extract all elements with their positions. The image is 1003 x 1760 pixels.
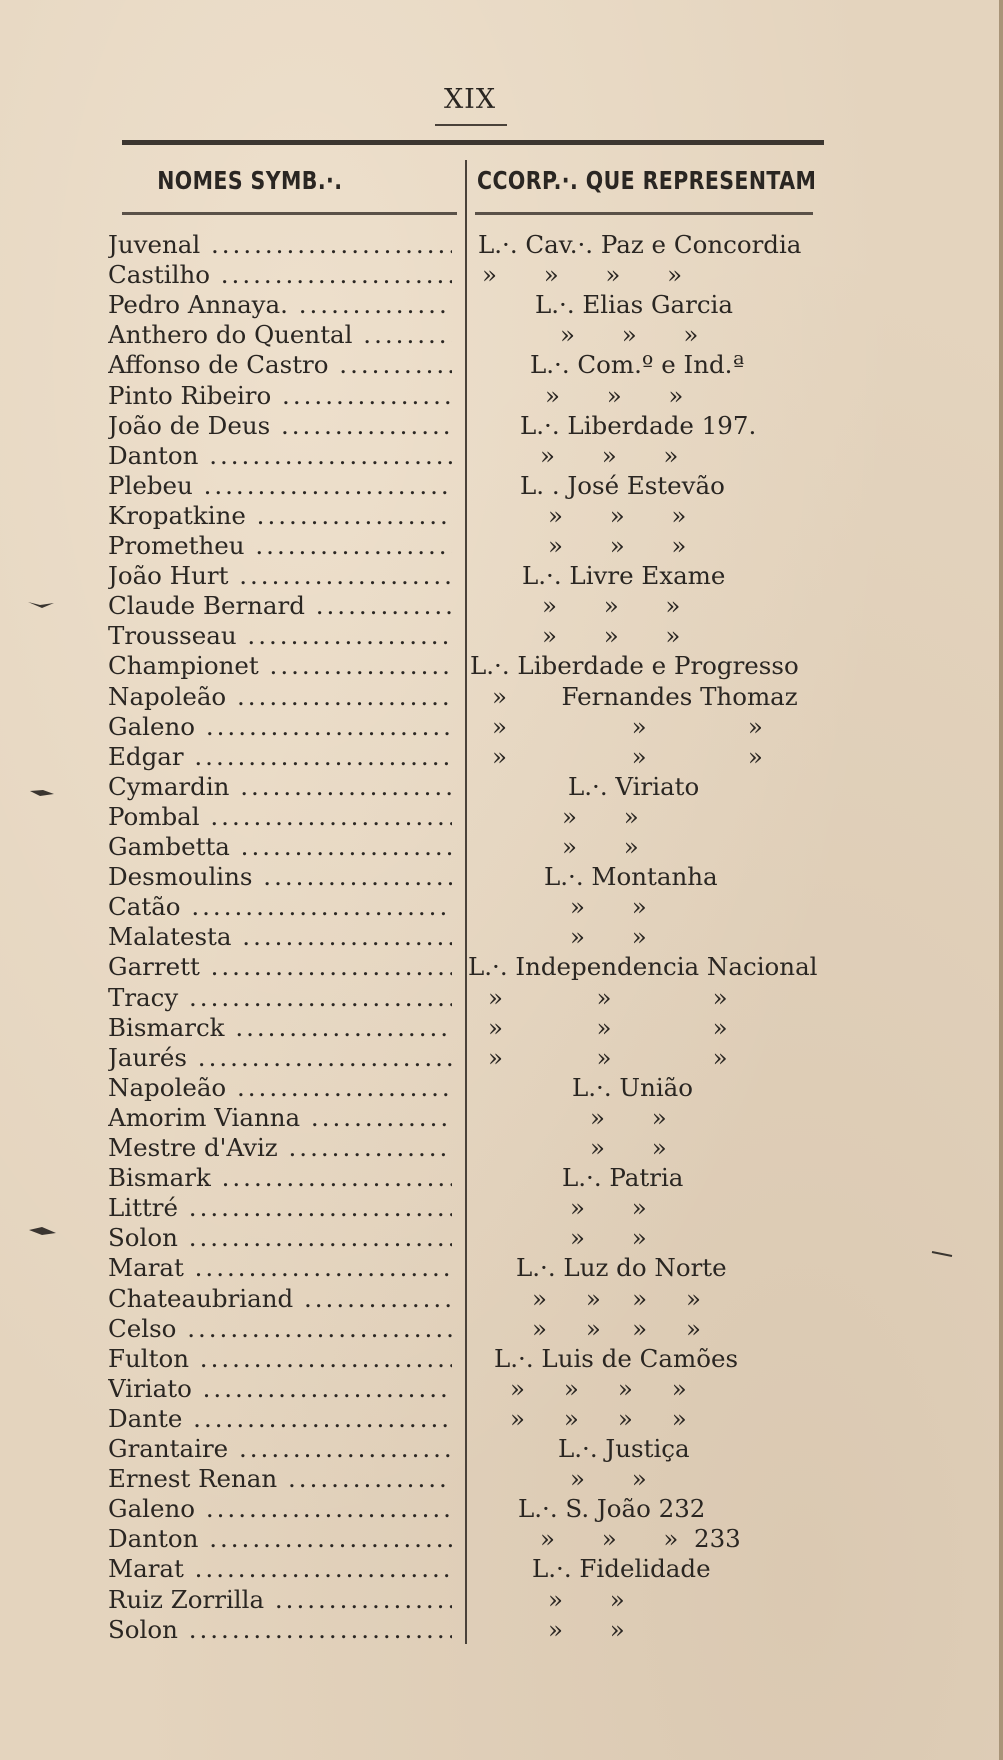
lodge-name: » » » xyxy=(540,440,679,470)
lodge-name: » » xyxy=(570,1464,647,1494)
header-bottom-rule-left xyxy=(122,212,457,215)
list-row xyxy=(0,1073,1003,1103)
symbolic-name: Galeno ..... xyxy=(108,1494,452,1524)
list-row xyxy=(0,1344,1003,1374)
lodge-name: » » xyxy=(570,1193,647,1223)
lodge-name: L.·. Livre Exame xyxy=(522,561,726,591)
list-row xyxy=(0,561,1003,591)
list-row xyxy=(0,1013,1003,1043)
symbolic-name: Championet ..... xyxy=(108,651,452,681)
lodge-name: » » » » xyxy=(482,260,683,290)
symbolic-name: Celso ..... xyxy=(108,1314,452,1344)
list-row xyxy=(0,1615,1003,1645)
lodge-name: L.·. Patria xyxy=(562,1163,684,1193)
list-row xyxy=(0,772,1003,802)
column-header-names: NOMES SYMB.·. xyxy=(157,166,343,195)
lodge-name: » » » xyxy=(492,711,763,741)
list-row xyxy=(0,591,1003,621)
list-row xyxy=(0,441,1003,471)
list-row xyxy=(0,712,1003,742)
symbolic-name: Bismark ..... xyxy=(108,1163,452,1193)
symbolic-name: João de Deus ..... xyxy=(108,411,452,441)
lodge-name: » » xyxy=(570,922,647,952)
lodge-name: » » » » xyxy=(510,1403,687,1433)
lodge-name: » » xyxy=(590,1102,667,1132)
symbolic-name: Prometheu ..... xyxy=(108,531,452,561)
lodge-name: » » xyxy=(570,892,647,922)
lodge-name: L. . José Estevão xyxy=(520,470,725,500)
lodge-name: » » » xyxy=(542,621,681,651)
symbolic-name: Mestre d'Aviz ..... xyxy=(108,1133,452,1163)
symbolic-name: Ernest Renan ..... xyxy=(108,1464,452,1494)
list-row xyxy=(0,411,1003,441)
lodge-name: L.·. União xyxy=(572,1072,694,1102)
lodge-name: » » » xyxy=(548,500,687,530)
lodge-name: L.·. Justiça xyxy=(558,1434,690,1463)
symbolic-name: Grantaire ..... xyxy=(108,1434,452,1464)
symbolic-name: Pombal ..... xyxy=(108,802,452,832)
symbolic-name: Napoleão ..... xyxy=(108,1073,452,1103)
lodge-name: » » » » xyxy=(532,1283,701,1313)
symbolic-name: Amorim Vianna ..... xyxy=(108,1103,452,1133)
symbolic-name: Marat ..... xyxy=(108,1554,452,1584)
symbolic-name: Juvenal ..... xyxy=(108,230,452,260)
list-row xyxy=(0,802,1003,832)
page-number-underline xyxy=(435,124,507,126)
list-row xyxy=(0,983,1003,1013)
symbolic-name: Solon ..... xyxy=(108,1615,452,1645)
list-row xyxy=(0,1554,1003,1584)
list-row xyxy=(0,1284,1003,1314)
lodge-name: L.·. Liberdade 197. xyxy=(520,410,757,440)
symbolic-name: Pedro Annaya. ..... xyxy=(108,290,452,320)
list-row xyxy=(0,230,1003,260)
lodge-name: L.·. Liberdade e Progresso xyxy=(470,651,799,681)
list-row xyxy=(0,862,1003,892)
lodge-name: L.·. Com.º e Ind.ª xyxy=(530,350,745,380)
list-row xyxy=(0,1223,1003,1253)
lodge-name: » » xyxy=(562,801,639,831)
symbolic-name: Chateaubriand ..... xyxy=(108,1284,452,1314)
lodge-name: L.·. Fidelidade xyxy=(532,1554,711,1584)
symbolic-name: Anthero do Quental ..... xyxy=(108,320,452,350)
symbolic-name: Fulton ..... xyxy=(108,1344,452,1374)
lodge-name: » » » » xyxy=(510,1373,687,1403)
lodge-name: » » » xyxy=(488,1042,728,1072)
lodge-name: L.·. Independencia Nacional xyxy=(468,952,818,982)
lodge-name: » » » xyxy=(548,531,687,560)
list-row xyxy=(0,1103,1003,1133)
list-row xyxy=(0,531,1003,561)
symbolic-name: Bismarck ..... xyxy=(108,1013,452,1043)
symbolic-name: Malatesta ..... xyxy=(108,922,452,952)
list-row xyxy=(0,350,1003,380)
symbolic-name: Desmoulins ..... xyxy=(108,862,452,892)
symbolic-name: Ruiz Zorrilla ..... xyxy=(108,1585,452,1615)
symbolic-name: Danton ..... xyxy=(108,441,452,471)
list-row xyxy=(0,260,1003,290)
list-row xyxy=(0,1464,1003,1494)
list-row xyxy=(0,501,1003,531)
list-row xyxy=(0,832,1003,862)
column-header-lodges: CCORP.·. QUE REPRESENTAM xyxy=(477,166,817,195)
header-top-rule xyxy=(122,140,824,145)
lodge-name: » » » xyxy=(488,982,728,1012)
list-row xyxy=(0,1374,1003,1404)
symbolic-name: Tracy ..... xyxy=(108,983,452,1013)
list-row xyxy=(0,1524,1003,1554)
list-row xyxy=(0,892,1003,922)
list-row xyxy=(0,1314,1003,1344)
symbolic-name: Trousseau ..... xyxy=(108,621,452,651)
lodge-name: L.·. Viriato xyxy=(568,771,700,801)
lodge-name: L.·. Cav.·. Paz e Concordia xyxy=(478,230,802,259)
lodge-name: » » » » xyxy=(532,1313,701,1343)
list-row xyxy=(0,651,1003,681)
lodge-name: » » xyxy=(548,1614,625,1644)
lodge-name: L.·. Elias Garcia xyxy=(535,290,733,320)
symbolic-name: Galeno ..... xyxy=(108,712,452,742)
list-row xyxy=(0,1434,1003,1464)
symbolic-name: Castilho ..... xyxy=(108,260,452,290)
symbolic-name: Danton ..... xyxy=(108,1524,452,1554)
symbolic-name: Jaurés ..... xyxy=(108,1043,452,1073)
list-row xyxy=(0,952,1003,982)
page-number: XIX xyxy=(443,84,497,115)
symbolic-name: Affonso de Castro ..... xyxy=(108,350,452,380)
symbolic-name: Catão ..... xyxy=(108,892,452,922)
symbolic-name: Littré ..... xyxy=(108,1193,452,1223)
lodge-name: » » » xyxy=(560,320,699,350)
symbolic-name: Marat ..... xyxy=(108,1253,452,1283)
lodge-name: » » » xyxy=(542,591,681,621)
list-row xyxy=(0,922,1003,952)
symbolic-name: João Hurt ..... xyxy=(108,561,452,591)
list-row xyxy=(0,1193,1003,1223)
list-row xyxy=(0,1163,1003,1193)
symbolic-name: Dante ..... xyxy=(108,1404,452,1434)
lodge-name: L.·. S. João 232 xyxy=(518,1494,706,1524)
list-row xyxy=(0,682,1003,712)
list-row xyxy=(0,290,1003,320)
symbolic-name: Gambetta ..... xyxy=(108,832,452,862)
lodge-name: » » xyxy=(590,1133,667,1162)
lodge-name: » Fernandes Thomaz xyxy=(492,681,798,711)
lodge-name: » » xyxy=(548,1584,625,1614)
list-row xyxy=(0,1133,1003,1163)
lodge-name: » » xyxy=(562,832,639,861)
lodge-name: » » xyxy=(570,1223,647,1253)
lodge-name: » » » xyxy=(488,1012,728,1042)
symbolic-name: Napoleão ..... xyxy=(108,682,452,712)
list-row xyxy=(0,1585,1003,1615)
symbolic-name: Garrett ..... xyxy=(108,952,452,982)
lodge-name: » » » xyxy=(492,741,763,771)
lodge-name: » » » 233 xyxy=(540,1524,741,1554)
lodge-name: L.·. Montanha xyxy=(544,862,718,892)
lodge-name: L.·. Luz do Norte xyxy=(516,1253,727,1283)
symbolic-name: Viriato ..... xyxy=(108,1374,452,1404)
list-row xyxy=(0,1253,1003,1283)
symbolic-name: Kropatkine ..... xyxy=(108,501,452,531)
symbolic-name: Claude Bernard ..... xyxy=(108,591,452,621)
lodge-name: » » » xyxy=(545,380,684,410)
symbolic-name: Cymardin ..... xyxy=(108,772,452,802)
list-row xyxy=(0,1043,1003,1073)
lodge-name: L.·. Luis de Camões xyxy=(494,1343,739,1373)
list-row xyxy=(0,1494,1003,1524)
list-row xyxy=(0,742,1003,772)
symbolic-name: Edgar ..... xyxy=(108,742,452,772)
list-row xyxy=(0,621,1003,651)
list-row xyxy=(0,471,1003,501)
header-bottom-rule-right xyxy=(475,212,813,215)
list-row xyxy=(0,320,1003,350)
symbolic-name: Plebeu ..... xyxy=(108,471,452,501)
list-row xyxy=(0,1404,1003,1434)
list-row xyxy=(0,381,1003,411)
symbolic-name: Solon ..... xyxy=(108,1223,452,1253)
symbolic-name: Pinto Ribeiro ..... xyxy=(108,381,452,411)
